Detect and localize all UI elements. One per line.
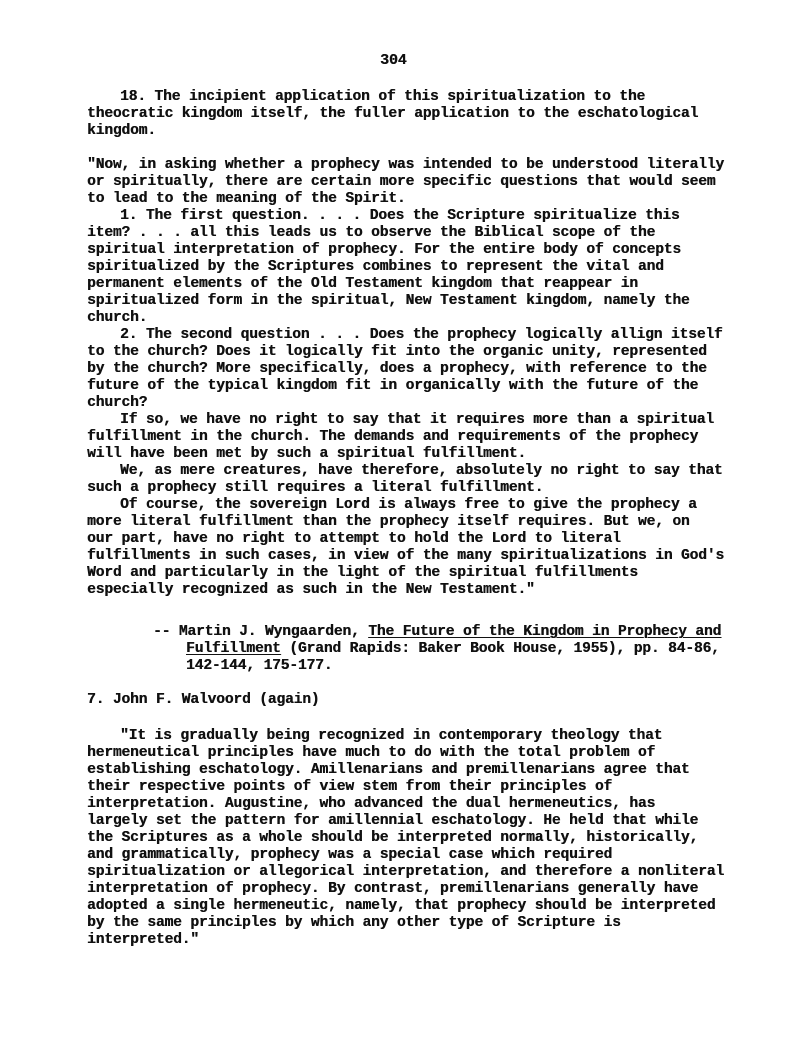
quote-line: future of the typical kingdom fit in organically with the future of the — [87, 378, 699, 394]
quote-line: more literal fulfillment than the prophecy itself requires. But we, on — [87, 514, 690, 530]
quote-line: the Scriptures as a whole should be interpreted normally, historically, — [87, 830, 699, 846]
quote-line: largely set the pattern for amillennial eschatology. He held that while — [87, 813, 699, 829]
quote-line: 2. The second question . . . Does the prophecy logically allign itself — [120, 327, 723, 343]
quote-line: interpreted." — [87, 932, 199, 948]
quote-line: our part, have no right to attempt to hold the Lord to literal — [87, 531, 621, 547]
quote-line: spiritualized by the Scriptures combines to represent the vital and — [87, 259, 664, 275]
quote-line: Word and particularly in the light of the spiritual fulfillments — [87, 565, 638, 581]
quote-line: hermeneutical principles have much to do with the total problem of — [87, 745, 656, 761]
section-18-line: kingdom. — [87, 123, 156, 139]
quote-line: Of course, the sovereign Lord is always free to give the prophecy a — [120, 497, 697, 513]
citation-title: Fulfillment — [186, 641, 281, 657]
quote-line: "Now, in asking whether a prophecy was intended to be understood literally — [87, 157, 724, 173]
citation-publisher: (Grand Rapids: Baker Book House, 1955), pp. 84-86, — [280, 641, 720, 657]
quote-line: permanent elements of the Old Testament kingdom that reappear in — [87, 276, 638, 292]
quote-line: item? . . . all this leads us to observe the Biblical scope of the — [87, 225, 656, 241]
quote-line: 1. The first question. . . . Does the Scripture spiritualize this — [120, 208, 680, 224]
quote-line: spiritualized form in the spiritual, New Testament kingdom, namely the — [87, 293, 690, 309]
quote-line: If so, we have no right to say that it requires more than a spiritual — [120, 412, 714, 428]
quote-line: such a prophecy still requires a literal fulfillment. — [87, 480, 544, 496]
quote-line: will have been met by such a spiritual fulfillment. — [87, 446, 526, 462]
citation-author: -- Martin J. Wyngaarden, — [153, 624, 369, 640]
quote-line: by the church? More specifically, does a prophecy, with reference to the — [87, 361, 707, 377]
quote-line: establishing eschatology. Amillenarians and premillenarians agree that — [87, 762, 690, 778]
section-18-line: 18. The incipient application of this spiritualization to the — [120, 89, 646, 105]
quote-line: fulfillment in the church. The demands and requirements of the prophecy — [87, 429, 699, 445]
quote-line: interpretation of prophecy. By contrast, premillenarians generally have — [87, 881, 699, 897]
quote-line: especially recognized as such in the New Testament." — [87, 582, 535, 598]
quote-line: interpretation. Augustine, who advanced the dual hermeneutics, has — [87, 796, 656, 812]
section-18-line: theocratic kingdom itself, the fuller application to the eschatological — [87, 106, 699, 122]
quote-line: or spiritually, there are certain more specific questions that would seem — [87, 174, 716, 190]
quote-line: "It is gradually being recognized in contemporary theology that — [120, 728, 663, 744]
quote-line: and grammatically, prophecy was a special case which required — [87, 847, 613, 863]
quote-line: adopted a single hermeneutic, namely, that prophecy should be interpreted — [87, 898, 716, 914]
citation-pages: 142-144, 175-177. — [186, 658, 333, 674]
quote-line: spiritualization or allegorical interpretation, and therefore a nonliteral — [87, 864, 724, 880]
quote-line: fulfillments in such cases, in view of the many spiritualizations in God's — [87, 548, 724, 564]
section-heading: 7. John F. Walvoord (again) — [87, 692, 320, 708]
citation-line — [153, 624, 721, 641]
quote-line: to the church? Does it logically fit into the organic unity, represented — [87, 344, 707, 360]
quote-line: spiritual interpretation of prophecy. For the entire body of concepts — [87, 242, 681, 258]
quote-line: their respective points of view stem from their principles of — [87, 779, 613, 795]
quote-line: church? — [87, 395, 148, 411]
quote-line: by the same principles by which any other type of Scripture is — [87, 915, 621, 931]
citation-title: The Future of the Kingdom in Prophecy and — [368, 624, 722, 640]
citation-line — [186, 641, 720, 658]
quote-line: We, as mere creatures, have therefore, absolutely no right to say that — [120, 463, 723, 479]
page-number: 304 — [380, 52, 407, 69]
quote-line: to lead to the meaning of the Spirit. — [87, 191, 406, 207]
quote-line: church. — [87, 310, 148, 326]
